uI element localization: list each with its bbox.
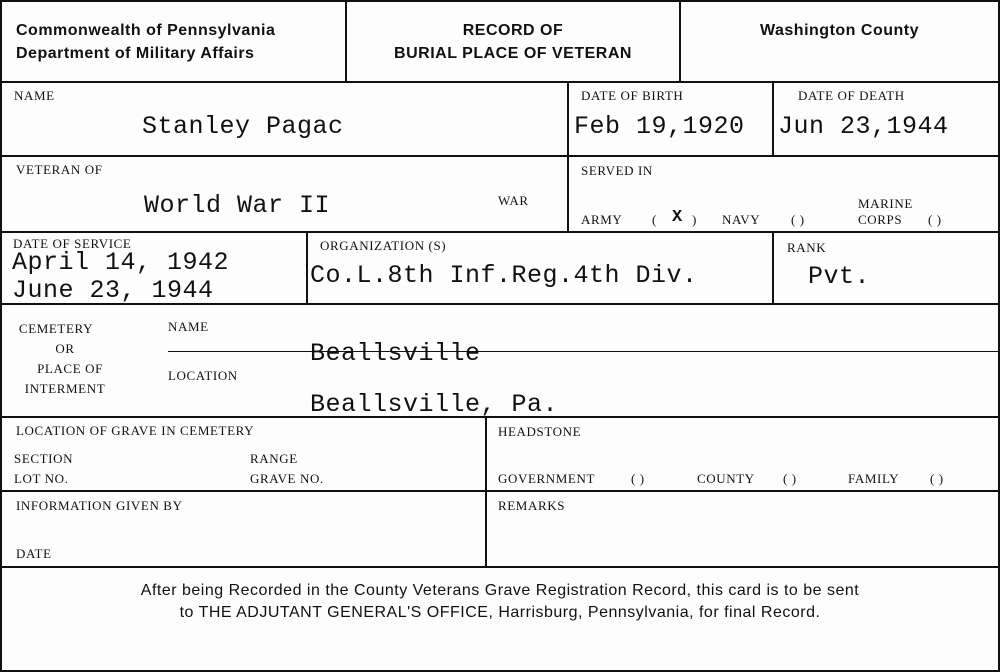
remarks-label: REMARKS bbox=[498, 498, 566, 513]
cemetery-location-label: LOCATION bbox=[168, 368, 238, 383]
cemetery-label: CEMETERY bbox=[18, 321, 94, 336]
corps-label: CORPS bbox=[858, 212, 903, 227]
cemetery-location-value: Beallsville, Pa. bbox=[310, 390, 559, 419]
grave-number-label: GRAVE NO. bbox=[250, 471, 324, 486]
veteran-of-value: World War II bbox=[144, 191, 331, 220]
divider-row2 bbox=[0, 231, 1000, 233]
footer-instruction-line1: After being Recorded in the County Veterans Grave Registration Record, this card is to be sent bbox=[140, 582, 860, 599]
county-heading: Washington County bbox=[760, 22, 919, 39]
organization-label: ORGANIZATION (S) bbox=[320, 238, 447, 253]
title-line1: RECORD OF bbox=[462, 22, 564, 39]
rank-label: RANK bbox=[787, 240, 827, 255]
navy-label: NAVY bbox=[722, 212, 761, 227]
section-label: SECTION bbox=[14, 451, 74, 466]
name-label: NAME bbox=[14, 88, 55, 103]
family-label: FAMILY bbox=[848, 471, 900, 486]
or-label: OR bbox=[55, 341, 75, 356]
grave-location-label: LOCATION OF GRAVE IN CEMETERY bbox=[16, 423, 255, 438]
title-line2: BURIAL PLACE OF VETERAN bbox=[394, 45, 632, 62]
marine-label: MARINE bbox=[858, 196, 913, 211]
service-end-date: June 23, 1944 bbox=[12, 276, 214, 305]
divider-row1 bbox=[0, 155, 1000, 157]
headstone-label: HEADSTONE bbox=[498, 424, 582, 439]
date-label: DATE bbox=[16, 546, 52, 561]
divider-row3-left bbox=[306, 232, 308, 304]
interment-label: INTERMENT bbox=[24, 381, 106, 396]
date-of-death-label: DATE OF DEATH bbox=[798, 88, 905, 103]
army-checkmark: X bbox=[672, 208, 683, 227]
county-checkbox: ( ) bbox=[783, 471, 797, 486]
cemetery-name-label: NAME bbox=[168, 319, 209, 334]
issuer-line1: Commonwealth of Pennsylvania bbox=[16, 22, 276, 39]
divider-header-left bbox=[345, 0, 347, 82]
cemetery-name-value: Beallsville bbox=[310, 339, 481, 368]
divider-row6 bbox=[0, 566, 1000, 568]
county-label: COUNTY bbox=[697, 471, 755, 486]
divider-header-right bbox=[679, 0, 681, 82]
marine-corps-checkbox: ( ) bbox=[928, 212, 942, 227]
veteran-of-label: VETERAN OF bbox=[16, 162, 103, 177]
range-label: RANGE bbox=[250, 451, 298, 466]
divider-header bbox=[0, 81, 1000, 83]
war-label: WAR bbox=[498, 193, 529, 208]
divider-row1-right bbox=[772, 82, 774, 156]
army-box-open: ( bbox=[652, 212, 657, 227]
navy-checkbox: ( ) bbox=[791, 212, 805, 227]
government-label: GOVERNMENT bbox=[498, 471, 595, 486]
government-checkbox: ( ) bbox=[631, 471, 645, 486]
divider-row3-right bbox=[772, 232, 774, 304]
issuer-line2: Department of Military Affairs bbox=[16, 45, 255, 62]
divider-row5 bbox=[0, 490, 1000, 492]
cemetery-name-underline bbox=[168, 351, 998, 352]
place-of-label: PLACE OF bbox=[37, 361, 103, 376]
served-in-label: SERVED IN bbox=[581, 163, 653, 178]
service-start-date: April 14, 1942 bbox=[12, 248, 230, 277]
date-of-service-label: DATE OF SERVICE bbox=[13, 236, 132, 251]
date-of-death-value: Jun 23,1944 bbox=[778, 112, 949, 141]
lot-number-label: LOT NO. bbox=[14, 471, 69, 486]
organization-value: Co.L.8th Inf.Reg.4th Div. bbox=[310, 261, 698, 290]
information-given-by-label: INFORMATION GIVEN BY bbox=[16, 498, 183, 513]
army-box-close: ) bbox=[692, 212, 697, 227]
divider-row5-6-mid bbox=[485, 417, 487, 567]
family-checkbox: ( ) bbox=[930, 471, 944, 486]
rank-value: Pvt. bbox=[808, 262, 871, 291]
footer-instruction-line2: to THE ADJUTANT GENERAL'S OFFICE, Harrisburg, Pennsylvania, for final Record. bbox=[179, 604, 821, 621]
date-of-birth-value: Feb 19,1920 bbox=[574, 112, 745, 141]
divider-row1-2-mid bbox=[567, 82, 569, 232]
army-label: ARMY bbox=[581, 212, 623, 227]
veteran-name: Stanley Pagac bbox=[142, 112, 344, 141]
border-top bbox=[0, 0, 1000, 2]
date-of-birth-label: DATE OF BIRTH bbox=[581, 88, 684, 103]
